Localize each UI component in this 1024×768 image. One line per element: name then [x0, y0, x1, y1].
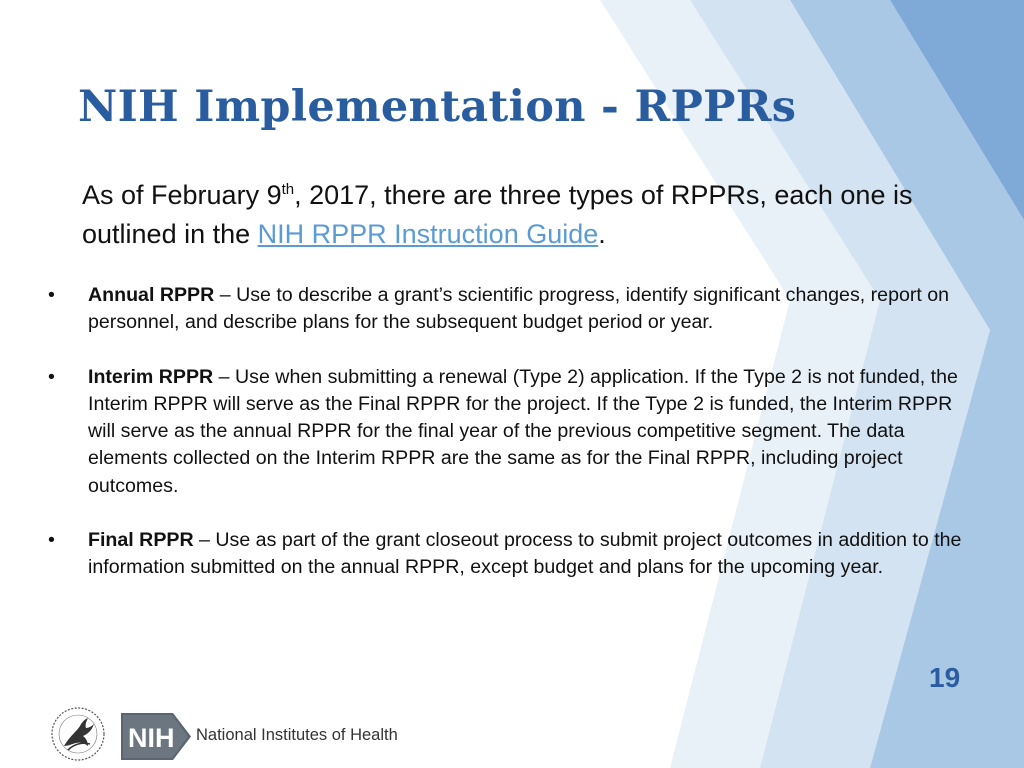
bullet-final-rppr [0, 527, 968, 582]
slide-title: NIH Implementation - RPPRs [78, 82, 797, 132]
ordinal-superscript: th [281, 181, 295, 198]
bullet-term: Final RPPR [88, 529, 194, 552]
page-number: 19 [929, 662, 961, 693]
nih-logo-text: NIH [128, 723, 175, 753]
bullet-description: – Use as part of the grant closeout process to submit project outcomes in addition to the information submitted on the annual RPPR, except budget and plans for the upcoming year. [88, 529, 962, 579]
bullet-marker: • [48, 529, 55, 552]
rppr-types-list [0, 282, 1000, 609]
bullet-marker: • [48, 284, 55, 306]
intro-text-end: . [598, 219, 606, 249]
bullet-description: – Use to describe a grant’s scientific progress, identify significant changes, report on personnel, and describe plans for the subsequent budget period or year. [88, 284, 950, 334]
intro-paragraph [82, 176, 972, 254]
bullet-term: Interim RPPR [88, 365, 214, 388]
intro-text-start: As of February 9 [82, 180, 282, 210]
nih-logo-icon [121, 713, 191, 760]
rppr-instruction-guide-link[interactable]: NIH RPPR Instruction Guide [257, 219, 599, 249]
bullet-term: Annual RPPR [88, 284, 215, 306]
hhs-seal-icon [50, 706, 106, 762]
intro-text-middle: , 2017, there are three types of RPPRs, each one is outlined in the [82, 180, 913, 249]
nih-full-name: National Institutes of Health [196, 726, 398, 744]
bullet-description: – Use when submitting a renewal (Type 2) application. If the Type 2 is not funded, the Interim RPPR will serve as the Final RPPR for the project. If the Type 2 is funded, the Interim RPPR will serve as the annual RPPR for the final year of the previous competitive segment. The data elements collected on the Interim RPPR are the same as for the Final RPPR, including project outcomes. [88, 365, 958, 497]
bullet-annual-rppr [0, 282, 968, 337]
bullet-interim-rppr [0, 364, 968, 500]
bullet-marker: • [48, 365, 55, 388]
